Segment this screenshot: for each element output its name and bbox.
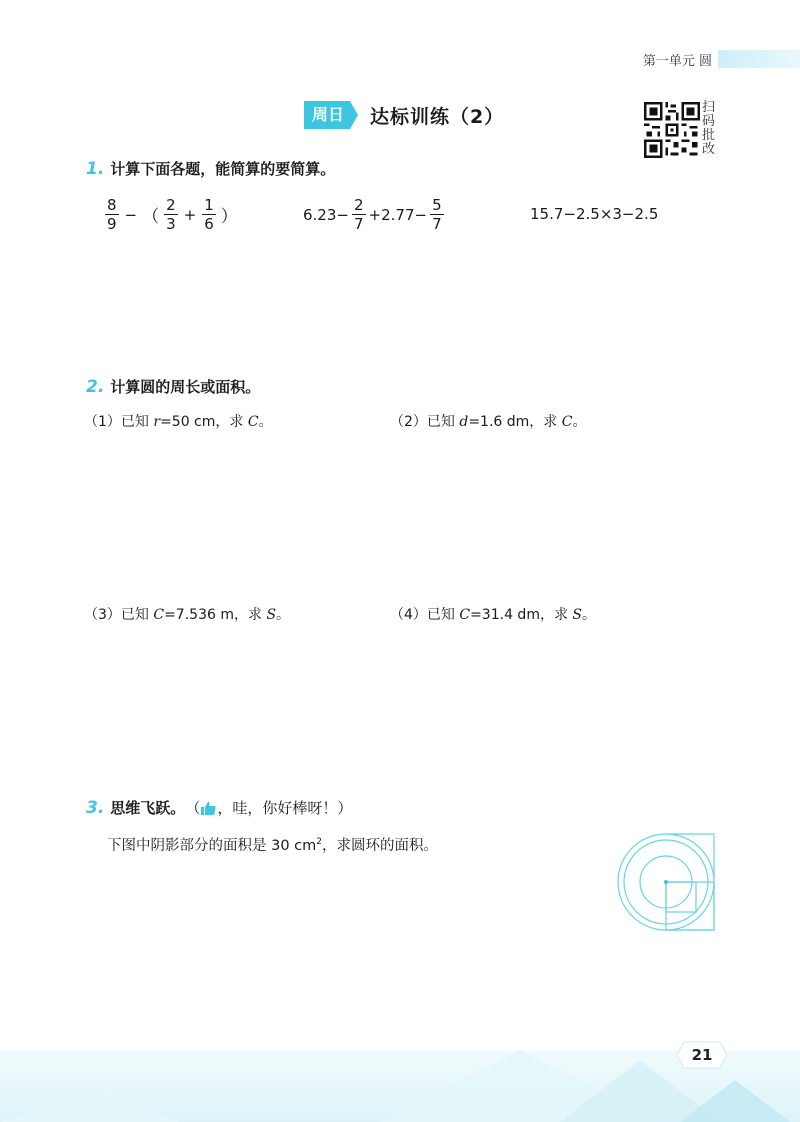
denominator: 7 — [432, 215, 442, 233]
left-paren: （ — [142, 207, 160, 227]
question-1-text: 计算下面各题，能简算的要简算。 — [110, 160, 336, 178]
question-2-text: 计算圆的周长或面积。 — [110, 378, 261, 396]
variable: r — [153, 414, 161, 430]
fraction — [202, 196, 216, 233]
page-title — [304, 100, 504, 130]
qr-label-char: 码 — [702, 114, 716, 129]
sub-question-4 — [390, 604, 596, 624]
qr-label — [702, 101, 718, 157]
question-1-heading — [86, 158, 335, 179]
denominator: 7 — [353, 215, 364, 233]
praise-open: （ — [185, 799, 201, 817]
variable: S — [572, 607, 582, 623]
fraction — [105, 196, 119, 233]
question-3-text: 思维飞跃。 — [110, 799, 186, 817]
sub-text: （2）已知 — [390, 414, 460, 430]
expression-2 — [303, 196, 447, 233]
variable: C — [459, 607, 471, 623]
sub-question-1 — [84, 411, 273, 431]
body-text: ，求圆环的面积。 — [322, 838, 438, 854]
sub-text: （3）已知 — [84, 607, 154, 623]
header-bar-decoration — [718, 50, 800, 68]
denominator: 9 — [107, 215, 117, 233]
sub-text: （4）已知 — [390, 607, 460, 623]
fraction — [430, 196, 444, 233]
sub-text: =7.536 m，求 — [164, 607, 267, 623]
unit-label: 第一单元 圆 — [642, 54, 712, 69]
sub-question-2 — [390, 411, 586, 431]
title-text: 达标训练（2） — [370, 105, 505, 128]
numerator: 2 — [166, 196, 176, 214]
numerator: 5 — [432, 196, 442, 214]
term: 6.23− — [303, 205, 349, 224]
page-number: 21 — [691, 1046, 713, 1064]
annulus-diagram — [614, 830, 724, 934]
sub-text: 。 — [572, 414, 587, 430]
sub-text: 。 — [258, 414, 273, 430]
fraction — [352, 196, 366, 233]
question-2-heading — [86, 376, 260, 397]
expression-3: 15.7−2.5×3−2.5 — [530, 205, 659, 223]
variable: C — [561, 414, 573, 430]
variable: d — [459, 414, 469, 430]
operator: − — [124, 205, 138, 224]
numerator: 1 — [204, 196, 214, 214]
praise-text: ，哇，你好棒呀！） — [217, 799, 353, 817]
expression-1 — [102, 196, 240, 233]
qr-code-icon[interactable] — [644, 102, 700, 158]
sub-text: =1.6 dm，求 — [468, 414, 562, 430]
denominator: 3 — [166, 215, 176, 233]
sub-text: 。 — [582, 607, 596, 623]
superscript: 2 — [316, 837, 322, 848]
variable: C — [247, 414, 259, 430]
day-tag: 周日 — [304, 101, 350, 129]
term: +2.77− — [368, 205, 428, 224]
thumbs-up-icon — [201, 801, 216, 815]
question-number: 2. — [86, 376, 105, 397]
question-number: 3. — [86, 797, 105, 818]
numerator: 8 — [107, 196, 117, 214]
denominator: 6 — [204, 215, 214, 233]
question-3-body — [107, 834, 438, 855]
question-3-heading — [86, 797, 352, 818]
qr-label-char: 改 — [702, 142, 716, 157]
center-point — [664, 880, 668, 884]
sub-text: 。 — [276, 607, 291, 623]
variable: C — [153, 607, 165, 623]
sub-question-3 — [84, 604, 290, 624]
qr-label-char: 批 — [702, 128, 716, 143]
body-text: 下图中阴影部分的面积是 30 cm — [107, 838, 317, 854]
question-number: 1. — [86, 158, 105, 179]
qr-label-char: 扫 — [702, 100, 716, 115]
fraction — [164, 196, 178, 233]
operator: + — [183, 205, 197, 224]
sub-text: =50 cm，求 — [160, 414, 248, 430]
right-paren: ） — [220, 207, 238, 227]
numerator: 2 — [353, 196, 364, 214]
sub-text: （1）已知 — [84, 414, 154, 430]
day-tag-arrow-icon — [350, 101, 358, 129]
sub-text: =31.4 dm，求 — [470, 607, 573, 623]
variable: S — [266, 607, 277, 623]
